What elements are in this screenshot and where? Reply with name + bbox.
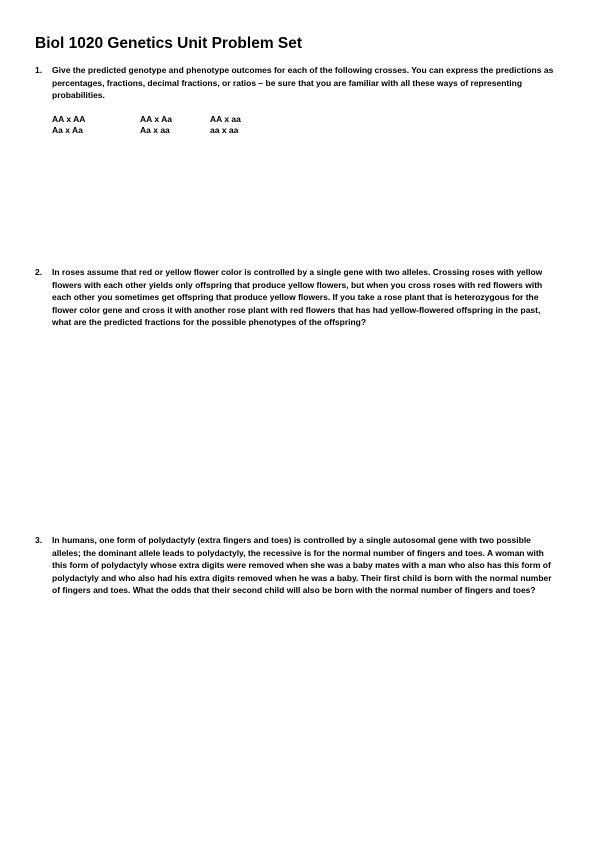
cross-item: AA x AA <box>52 114 86 124</box>
question-number: 1. <box>35 65 43 75</box>
question-text: In roses assume that red or yellow flower color is controlled by a single gene with two alleles. Crossing roses with yellow flowers with each other yields only offspring that produce yellow flowers, but when you cross roses with red flowers with each other you sometimes get offspring that produce yellow flowers. If you take a rose plant that is heterozygous for the flower color gene and cross it with another rose plant with red flowers that has had yellow-flowered offspring in the past, what are the predicted fractions for the possible phenotypes of the offspring? <box>52 267 543 328</box>
question-text: Give the predicted genotype and phenotype outcomes for each of the following crosses. You can express the predictions as percentages, fractions, decimal fractions, or ratios – be sure that you are familiar with all these ways of representing probabilities. <box>52 65 554 101</box>
cross-item: Aa x Aa <box>52 125 83 135</box>
cross-item: aa x aa <box>210 125 239 135</box>
cross-item: Aa x aa <box>140 125 170 135</box>
question-text: In humans, one form of polydactyly (extra fingers and toes) is controlled by a single autosomal gene with two possible alleles; the dominant allele leads to polydactyly, the recessive is for the normal number of fingers and toes. A woman with this form of polydactyly whose extra digits were removed when she was a baby mates with a man who also has this form of polydactyly and who also had his extra digits removed when he was a baby. Their first child is born with the normal number of fingers and toes. What the odds that their second child will also be born with the normal number of fingers and toes? <box>52 535 552 596</box>
cross-item: AA x Aa <box>140 114 172 124</box>
question-number: 3. <box>35 535 43 545</box>
cross-item: AA x aa <box>210 114 241 124</box>
question-number: 2. <box>35 267 43 277</box>
page-title: Biol 1020 Genetics Unit Problem Set <box>35 35 303 52</box>
